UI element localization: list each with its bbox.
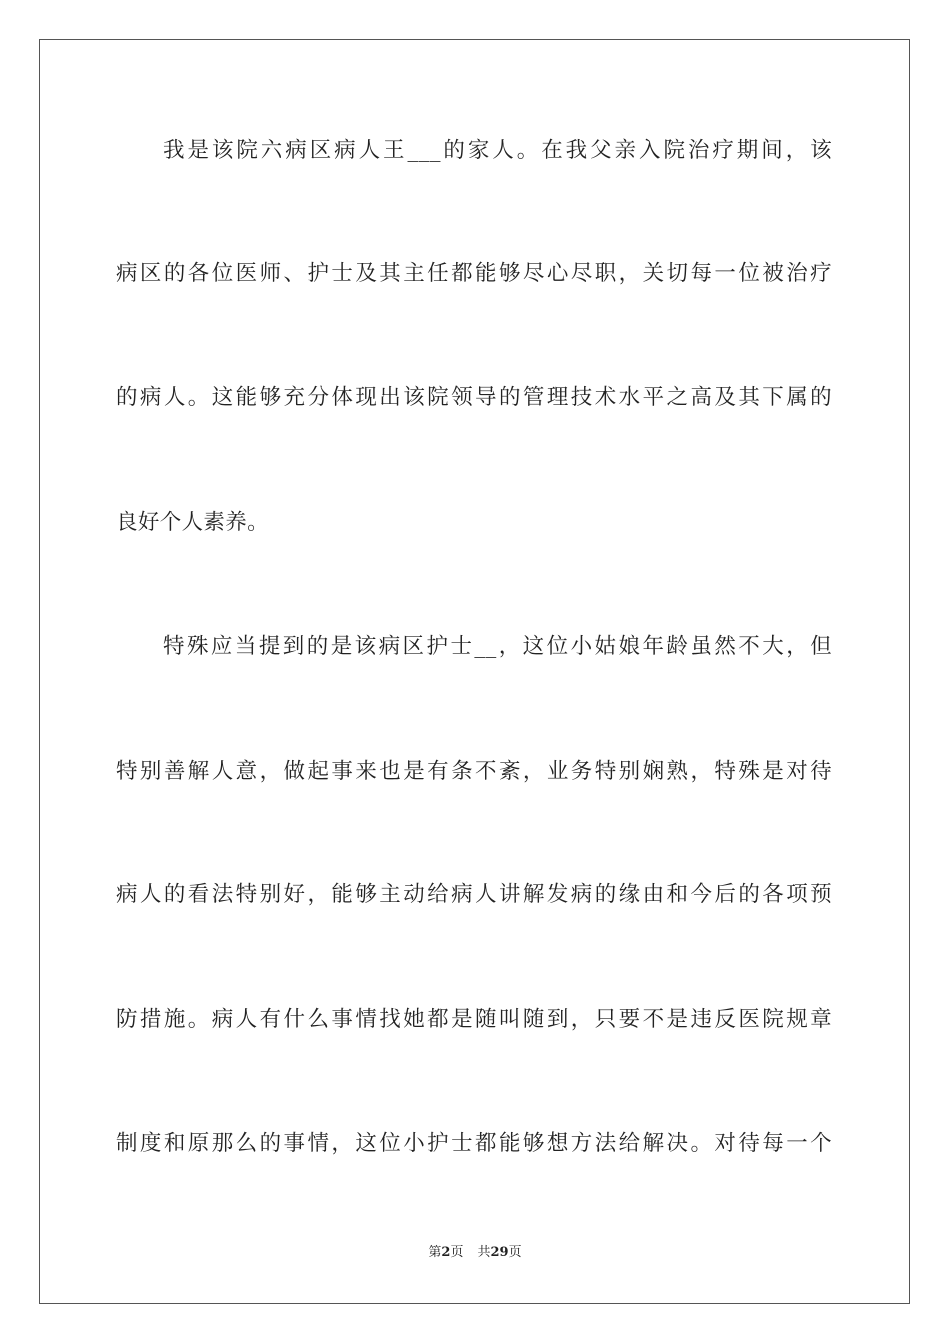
total-prefix: 共 (477, 1245, 491, 1260)
paragraph-2-line-5: 制度和原那么的事情，这位小护士都能够想方法给解决。对待每一个 (116, 1131, 832, 1156)
page-suffix: 页 (450, 1245, 464, 1260)
total-pages: 29 (490, 1245, 509, 1260)
paragraph-2-line-3: 病人的看法特别好，能够主动给病人讲解发病的缘由和今后的各项预 (116, 882, 832, 907)
page-prefix: 第 (428, 1245, 442, 1260)
paragraph-1-line-4: 良好个人素养。 (116, 510, 269, 535)
total-suffix: 页 (508, 1245, 522, 1260)
paragraph-2-line-2: 特别善解人意，做起事来也是有条不紊，业务特别娴熟，特殊是对待 (116, 759, 832, 784)
page-footer (0, 1244, 950, 1262)
paragraph-1-line-3: 的病人。这能够充分体现出该院领导的管理技术水平之高及其下属的 (116, 385, 832, 410)
page-number: 2 (441, 1245, 451, 1260)
paragraph-2-line-1: 特殊应当提到的是该病区护士__，这位小姑娘年龄虽然不大，但 (163, 634, 832, 659)
paragraph-1-line-2: 病区的各位医师、护士及其主任都能够尽心尽职，关切每一位被治疗 (116, 261, 832, 286)
paragraph-2-line-4: 防措施。病人有什么事情找她都是随叫随到，只要不是违反医院规章 (116, 1007, 832, 1032)
paragraph-1-line-1: 我是该院六病区病人王___的家人。在我父亲入院治疗期间，该 (163, 138, 832, 163)
page-border (39, 39, 910, 1304)
